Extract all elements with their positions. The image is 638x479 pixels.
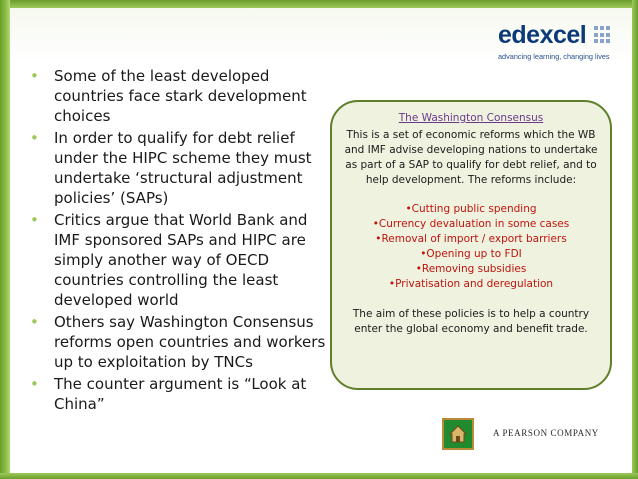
bullet-item [28, 210, 328, 310]
frame-right [632, 0, 638, 479]
logo-tagline: advancing learning, changing lives [498, 52, 610, 61]
bullet-icon: • [30, 129, 39, 147]
home-icon [447, 423, 469, 445]
bullet-icon: • [30, 375, 39, 393]
bullet-item [28, 312, 328, 372]
bullet-text: Some of the least developed countries face stark development choices [54, 67, 307, 125]
bullet-icon: • [30, 313, 39, 331]
edexcel-logo [498, 22, 610, 66]
callout-closing: The aim of these policies is to help a country enter the global economy and benefit trade. [352, 308, 590, 335]
reform-item: •Removal of import / export barriers [375, 233, 567, 245]
washington-consensus-box [330, 100, 612, 390]
reform-item: •Opening up to FDI [420, 248, 522, 260]
logo-dots-icon [594, 26, 610, 44]
logo-wordmark: edexcel [498, 21, 587, 49]
bullet-text: In order to qualify for debt relief under the HIPC scheme they must undertake ‘structural adjustment policies’ (SAPs) [54, 129, 312, 207]
bullet-item [28, 128, 328, 208]
frame-top [0, 0, 638, 8]
frame-bottom [0, 473, 638, 479]
frame-left [0, 0, 10, 479]
bullet-text: Critics argue that World Bank and IMF sponsored SAPs and HIPC are simply another way of OECD countries controlling the least developed world [54, 211, 308, 309]
callout-title: The Washington Consensus [398, 112, 544, 124]
reform-item: •Cutting public spending [405, 203, 537, 215]
bullet-item [28, 374, 328, 414]
bullet-icon: • [30, 211, 39, 229]
reform-list [342, 202, 600, 292]
pearson-company-label: A PEARSON COMPANY [493, 428, 599, 438]
callout-intro: This is a set of economic reforms which the WB and IMF advise developing nations to undertake as part of a SAP to qualify for debt relief, and to help development. The reforms include: [344, 129, 598, 186]
bullet-list [28, 66, 328, 416]
bullet-text: Others say Washington Consensus reforms open countries and workers up to exploitation by TNCs [54, 313, 326, 371]
reform-item: •Removing subsidies [415, 263, 527, 275]
bullet-text: The counter argument is “Look at China” [54, 375, 307, 413]
bullet-item [28, 66, 328, 126]
reform-item: •Currency devaluation in some cases [372, 218, 570, 230]
reform-item: •Privatisation and deregulation [388, 278, 554, 290]
home-button[interactable] [442, 418, 474, 450]
bullet-icon: • [30, 67, 39, 85]
